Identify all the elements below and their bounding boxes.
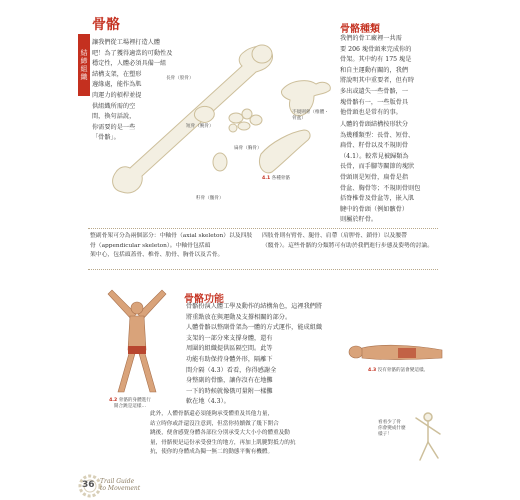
carpal-bones bbox=[229, 109, 262, 132]
types-line: （4.1）。較常見被歸類為 bbox=[340, 152, 409, 160]
caption-line: 骨骼的身體進行 bbox=[118, 398, 151, 403]
axial-line: 架中心，包括頭蓋骨、椎骨、肋骨、胸骨以及舌骨。 bbox=[90, 252, 224, 258]
function-line: 人體骨骼以整副骨架為一體的方式運作，能成組織 bbox=[186, 324, 323, 332]
types-line: 我們的骨工廠裡一共需 bbox=[340, 35, 402, 42]
axial-line: （髖骨）。這些骨骼的分類將可有助於我們進行步態及姿勢的討論。 bbox=[262, 242, 434, 249]
function-line: 一下的時候就像俄可量附一樣攤 bbox=[186, 387, 273, 395]
skeleton-figure bbox=[410, 410, 446, 470]
intro-line: 供組織所需的空 bbox=[92, 102, 136, 110]
function-line: 支架的一部分來支撐身體，還有 bbox=[186, 334, 273, 342]
types-line: 扁骨、籽骨以及不規則骨 bbox=[340, 142, 409, 150]
function-line: 骨骼扮演人體工學及動作的結構角色，這裡我們將 bbox=[186, 303, 323, 310]
intro-line: 穩定性，人體必須具備一組 bbox=[92, 60, 167, 68]
types-line: 骨架。其中約有 175 塊是 bbox=[340, 56, 412, 64]
axial-text-right bbox=[262, 232, 438, 251]
figure-caption-4-3 bbox=[368, 368, 428, 374]
intro-line: 邊緣處，能作為肌 bbox=[92, 81, 142, 89]
types-line: 腱中的骨頭（例如髕骨） bbox=[340, 205, 409, 213]
collapsed-figure bbox=[338, 336, 448, 366]
types-line: 他骨頭也是常有的事。 bbox=[340, 109, 402, 117]
caption-line: 你會變成什麼 bbox=[378, 426, 406, 431]
function-paragraph-tail bbox=[150, 410, 400, 458]
caption-text: 各種骨骼 bbox=[271, 176, 290, 181]
types-line: 長骨，而手腳等關節的塊狀 bbox=[340, 163, 415, 171]
label-long-bone: 長骨（股骨） bbox=[166, 76, 194, 81]
intro-line: 你需要的是一些 bbox=[92, 123, 136, 131]
figure-caption-4-1 bbox=[262, 176, 290, 182]
function-line: 跳後，便會感覺身體各部位分別承受大大小小的體重及動 bbox=[150, 430, 290, 437]
book-title-line: Trail Guide bbox=[100, 478, 135, 485]
caption-line: 看看少了骨 bbox=[378, 420, 401, 425]
irregular-bone-small bbox=[194, 106, 214, 122]
caption-number: 4.2 bbox=[109, 398, 118, 403]
caption-number: 4.1 bbox=[262, 176, 271, 181]
axial-line: 整副骨架可分為兩個部分：中軸骨（axial skeleton）以及四肢骨（appendicular skeleton）。中軸骨包括頭 bbox=[90, 233, 253, 249]
label-flat-bone: 扁骨（胸骨） bbox=[234, 146, 262, 151]
types-line: 要 206 塊骨頭來完成你的 bbox=[340, 45, 412, 53]
types-line: 塊骨骼有一，一些版骨具 bbox=[340, 98, 409, 106]
types-paragraph-1 bbox=[340, 34, 454, 119]
label-sesamoid-bone: 籽骨（髕骨） bbox=[196, 196, 224, 201]
types-paragraph-2 bbox=[340, 120, 454, 226]
caption-number: 4.3 bbox=[368, 368, 377, 373]
function-line: 身整副的骨骼，讓你沒有在地攤 bbox=[186, 377, 273, 385]
figure-caption-4-2 bbox=[100, 398, 160, 410]
section-title-skeleton: 骨骼 bbox=[92, 17, 120, 33]
skeleton-caption bbox=[378, 420, 412, 438]
book-title bbox=[100, 478, 140, 492]
types-line: 和自主運動有關的，我們 bbox=[340, 66, 409, 74]
label-short-bone: 短骨（腕骨） bbox=[186, 124, 214, 129]
chapter-side-tab: 結締組織 bbox=[78, 34, 90, 96]
jumping-jack-figure bbox=[92, 280, 182, 400]
page-number: 36 bbox=[82, 480, 95, 490]
function-line: 抗，使你的身體成為獨一無二的動態平衡有機體。 bbox=[150, 449, 274, 456]
function-line: 間介隔（4.3）看看，你得感謝全 bbox=[186, 366, 277, 374]
intro-line: 讓我們從工場裡打造人體 bbox=[92, 39, 161, 46]
intro-line: 間，換句話說， bbox=[92, 113, 136, 121]
intro-line: 「骨骼」。 bbox=[92, 134, 120, 142]
section-title-function: 骨骼功能 bbox=[184, 294, 224, 305]
function-line: 將重點放在與運動及支撐相關的部分。 bbox=[186, 313, 292, 321]
types-line: 多出或遺失一些骨骼，一 bbox=[340, 87, 409, 95]
types-line: 括脊椎骨及骨盆等，嵌入肌 bbox=[340, 195, 415, 203]
book-title-line: to Movement bbox=[100, 485, 141, 492]
label-irregular-bone: 不規則骨（椎體・骨盆） bbox=[292, 110, 329, 121]
section-title-types: 骨骼種類 bbox=[340, 24, 380, 35]
function-line: 此外，人體骨骼還必須能夠承受體重及其他力量， bbox=[150, 411, 274, 417]
types-line: 則屬於籽骨。 bbox=[340, 216, 378, 224]
function-line: 周圍的組織提供區隔空間。此等 bbox=[186, 345, 273, 353]
function-line: 量，骨骼便是這份承受發生的地方，再加上肌腱對抵力的抗 bbox=[150, 439, 296, 446]
axial-text-left bbox=[90, 232, 255, 261]
types-line: 骨頭則是短骨，扁骨是指 bbox=[340, 173, 409, 181]
patella-bone bbox=[213, 153, 227, 171]
types-line: 人體的骨頭結構按形狀分 bbox=[340, 121, 409, 128]
types-line: 將說明其中重要者，但有時 bbox=[340, 77, 415, 85]
caption-text: 沒有骨骼的話會變這樣。 bbox=[377, 368, 429, 373]
caption-line: 開合跳是這樣… bbox=[113, 404, 147, 409]
intro-line: 肉運力的槓桿並提 bbox=[92, 91, 142, 99]
function-line: 軟在地（4.3）。 bbox=[186, 398, 230, 406]
types-line: 骨盆、胸骨等；不規則骨則包 bbox=[340, 184, 421, 192]
function-line: 功能有助保持身體外形，隔離下 bbox=[186, 355, 273, 363]
intro-line: 結構支架，在塑形 bbox=[92, 70, 142, 78]
intro-line: 吧！為了獲得適當的可動性及 bbox=[92, 49, 173, 57]
function-line: 站立時你或許還沒注意到，但當你持續做了幾下開合 bbox=[150, 420, 279, 427]
function-paragraph bbox=[186, 302, 346, 408]
caption-line: 樣子！ bbox=[378, 432, 392, 437]
axial-line: 四肢骨則有臂骨、腿骨、肩帶（肩胛骨、鎖骨）以及腰帶 bbox=[262, 233, 407, 239]
types-line: 為幾種類型：長骨、短骨、 bbox=[340, 131, 415, 139]
flat-bone bbox=[259, 130, 310, 173]
